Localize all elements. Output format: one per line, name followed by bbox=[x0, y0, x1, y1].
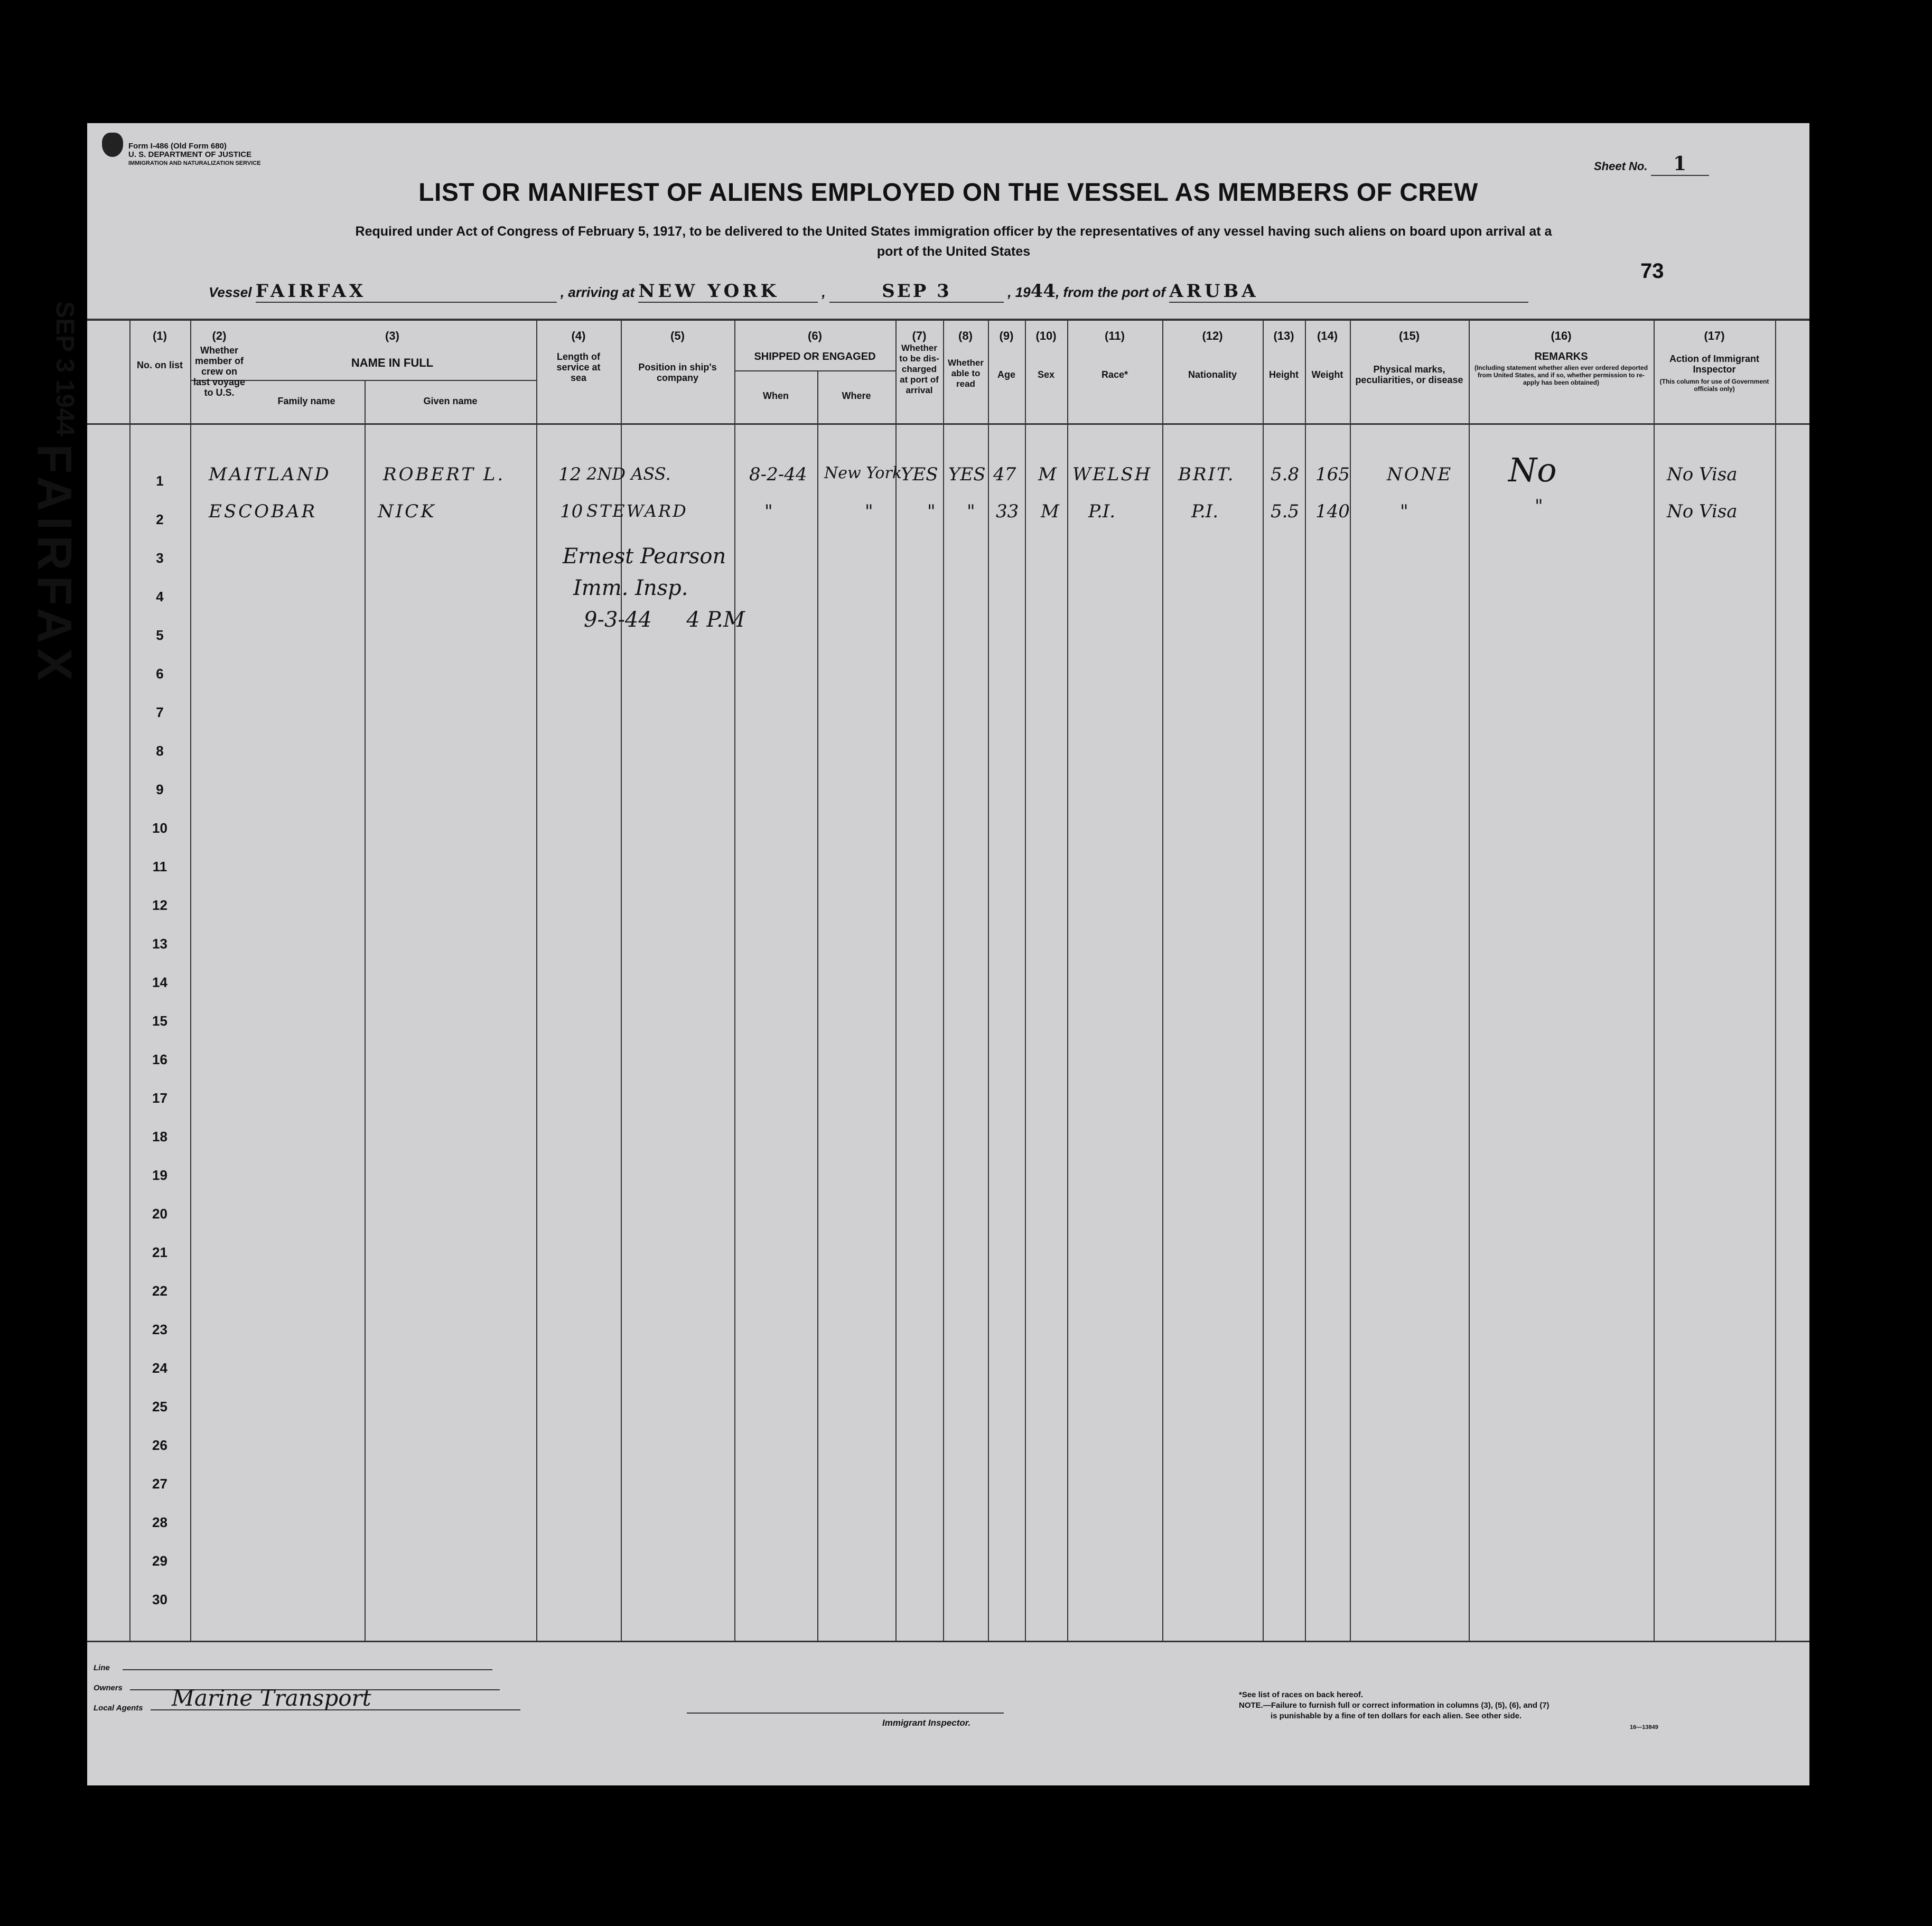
row-number: 11 bbox=[152, 859, 167, 874]
cell-discharged: YES bbox=[901, 464, 938, 485]
col-divider bbox=[536, 319, 537, 1642]
cell-family-name: MAITLAND bbox=[209, 464, 331, 485]
col-head-inspector-action: Action of Immigrant Inspector bbox=[1669, 353, 1759, 375]
row-number: 18 bbox=[152, 1129, 167, 1145]
col-divider bbox=[129, 319, 130, 1642]
punch-hole bbox=[59, 1487, 82, 1514]
department-seal-icon bbox=[102, 133, 123, 157]
cell-race: WELSH bbox=[1072, 464, 1152, 485]
immigrant-inspector-line bbox=[687, 1713, 1004, 1714]
row-number: 15 bbox=[152, 1013, 167, 1029]
col-divider bbox=[988, 319, 989, 1642]
col-head-name: NAME IN FULL bbox=[351, 356, 434, 369]
col-divider bbox=[1025, 319, 1026, 1642]
col-head-when: When bbox=[763, 390, 789, 401]
cell-sex: M bbox=[1041, 501, 1059, 522]
inspector-signature: Ernest Pearson bbox=[563, 544, 726, 569]
col-head-remarks-note: (Including statement whether alien ever ordered deported from United States, and if so, whether permission to re-apply has been obtained) bbox=[1474, 364, 1648, 386]
header-bottom-border bbox=[87, 423, 1809, 425]
col-head-where: Where bbox=[842, 390, 871, 401]
cell-nationality: BRIT. bbox=[1178, 464, 1235, 485]
row-number: 21 bbox=[152, 1244, 167, 1260]
cell-given-name: ROBERT L. bbox=[383, 464, 506, 485]
punch-hole bbox=[59, 1234, 82, 1260]
subtitle-line-1: Required under Act of Congress of February 5, 1917, to be delivered to the United States immigration officer by the representatives of any vessel having such aliens on board upon arrival at a bbox=[355, 224, 1552, 239]
col-head-family-name: Family name bbox=[277, 396, 335, 406]
row-number: 6 bbox=[156, 666, 164, 682]
cell-age: 33 bbox=[996, 501, 1019, 522]
col-num: (13) bbox=[1273, 329, 1294, 342]
sheet-number bbox=[1594, 153, 1709, 176]
service-name: IMMIGRATION AND NATURALIZATION SERVICE bbox=[128, 160, 261, 166]
inspection-date: 9-3-44 bbox=[584, 608, 652, 632]
col-head-read: Whether able to read bbox=[948, 358, 984, 389]
sheet-value: 1 bbox=[1651, 153, 1709, 176]
penalty-note-1: NOTE.—Failure to furnish full or correct information in columns (3), (5), (6), and (7) bbox=[1239, 1701, 1550, 1710]
row-number: 10 bbox=[152, 820, 167, 836]
immigrant-inspector-label: Immigrant Inspector. bbox=[882, 1718, 971, 1728]
page-subtitle bbox=[108, 221, 1799, 262]
subtitle-line-2: port of the United States bbox=[876, 244, 1031, 259]
col-num: (4) bbox=[571, 329, 586, 342]
form-number: Form I-486 (Old Form 680) bbox=[128, 142, 227, 151]
cell-sex: M bbox=[1038, 464, 1057, 485]
col-head-discharged: Whether to be dis-charged at port of arrival bbox=[899, 343, 939, 395]
col-num: (9) bbox=[999, 329, 1014, 342]
row-number: 23 bbox=[152, 1322, 167, 1337]
local-agents-label: Local Agents bbox=[94, 1704, 143, 1713]
cell-where: New York bbox=[824, 464, 902, 482]
col-divider bbox=[895, 319, 897, 1642]
col-divider bbox=[734, 319, 735, 1642]
cell-remarks: " bbox=[1535, 496, 1543, 517]
cell-position: 2ND ASS. bbox=[586, 464, 671, 484]
cell-age: 47 bbox=[993, 464, 1016, 485]
row-number: 3 bbox=[156, 550, 164, 566]
punch-hole bbox=[62, 269, 86, 296]
cell-weight: 165 bbox=[1315, 464, 1350, 485]
row-number: 17 bbox=[152, 1090, 167, 1106]
margin-date-text: SEP 3 1944 bbox=[51, 301, 79, 436]
footer-labels bbox=[94, 1658, 520, 1718]
departure-port-value: ARUBA bbox=[1169, 281, 1528, 303]
owners-label: Owners bbox=[94, 1683, 123, 1692]
penalty-note-2: is punishable by a fine of ten dollars for each alien. See other side. bbox=[1271, 1711, 1522, 1720]
col-head-given-name: Given name bbox=[423, 396, 478, 406]
cell-physical-marks: NONE bbox=[1387, 464, 1453, 485]
cell-where: " bbox=[865, 501, 873, 522]
row-number: 12 bbox=[152, 897, 167, 913]
row-number: 2 bbox=[156, 511, 164, 527]
punch-hole bbox=[59, 1564, 82, 1590]
col-num: (5) bbox=[670, 329, 685, 342]
col-head-age: Age bbox=[997, 369, 1015, 380]
col-head-number: No. on list bbox=[137, 360, 183, 370]
row-number: 28 bbox=[152, 1514, 167, 1530]
cell-service: 10 bbox=[560, 501, 583, 522]
col-divider bbox=[1350, 319, 1351, 1642]
margin-vessel-text: FAIRFAX bbox=[27, 444, 81, 686]
print-code: 16—13849 bbox=[1630, 1724, 1658, 1730]
row-number: 14 bbox=[152, 974, 167, 990]
cell-nationality: P.I. bbox=[1191, 501, 1219, 522]
row-number: 8 bbox=[156, 743, 164, 759]
col-head-position: Position in ship's company bbox=[638, 362, 717, 383]
vessel-line: Vessel FAIRFAX , arriving at NEW YORK , SEP 3 , 1944, from the port of ARUBA bbox=[209, 281, 1528, 303]
inspector-title: Imm. Insp. bbox=[573, 576, 688, 600]
cell-race: P.I. bbox=[1088, 501, 1116, 522]
col-divider bbox=[1654, 319, 1655, 1642]
cell-read: YES bbox=[948, 464, 986, 485]
row-number: 13 bbox=[152, 936, 167, 952]
col-divider bbox=[1305, 319, 1306, 1642]
from-port-label: , from the port of bbox=[1055, 284, 1165, 300]
table-bottom-border bbox=[87, 1641, 1809, 1642]
cell-family-name: ESCOBAR bbox=[209, 501, 318, 522]
col-head-sex: Sex bbox=[1037, 369, 1055, 380]
col-num: (11) bbox=[1105, 329, 1125, 342]
col-head-physical-marks: Physical marks, peculiarities, or disease bbox=[1355, 364, 1463, 385]
row-number: 25 bbox=[152, 1399, 167, 1415]
row-number: 5 bbox=[156, 627, 164, 643]
cell-discharged: " bbox=[927, 501, 936, 522]
col-num: (1) bbox=[153, 329, 167, 342]
col-divider bbox=[943, 319, 944, 1642]
row-number: 16 bbox=[152, 1052, 167, 1067]
col-head-nationality: Nationality bbox=[1188, 369, 1237, 380]
col-head-height: Height bbox=[1269, 369, 1299, 380]
col-head-shipped: SHIPPED OR ENGAGED bbox=[754, 351, 876, 362]
col-divider bbox=[1162, 319, 1163, 1642]
inspection-time: 4 P.M bbox=[686, 608, 745, 632]
col-divider bbox=[365, 380, 366, 1642]
col-divider bbox=[817, 370, 818, 1642]
punch-hole bbox=[59, 1155, 82, 1181]
cell-when: " bbox=[764, 501, 773, 522]
cell-physical-marks: " bbox=[1400, 501, 1408, 522]
col-divider bbox=[1067, 319, 1068, 1642]
col-num: (15) bbox=[1398, 329, 1420, 342]
col-num: (14) bbox=[1317, 329, 1338, 342]
cell-service: 12 bbox=[558, 464, 582, 485]
year-prefix: 19 bbox=[1015, 284, 1031, 300]
row-number: 27 bbox=[152, 1476, 167, 1492]
row-number: 22 bbox=[152, 1283, 167, 1299]
margin-vessel-stamp bbox=[26, 444, 82, 686]
cell-height: 5.8 bbox=[1271, 464, 1300, 485]
shipped-subheader-rule bbox=[734, 370, 895, 371]
manifest-sheet bbox=[87, 123, 1809, 1785]
col-divider bbox=[1469, 319, 1470, 1642]
department-name: U. S. DEPARTMENT OF JUSTICE bbox=[128, 150, 252, 159]
line-field bbox=[94, 1658, 520, 1678]
row-number: 1 bbox=[156, 473, 164, 489]
arriving-label: , arriving at bbox=[560, 284, 635, 300]
cell-remarks: No bbox=[1508, 451, 1557, 489]
arrival-date-value: SEP 3 bbox=[829, 281, 1004, 303]
col-num: (10) bbox=[1035, 329, 1057, 342]
inspector-signature-note bbox=[563, 541, 745, 636]
line-label: Line bbox=[94, 1663, 110, 1672]
row-number: 24 bbox=[152, 1360, 167, 1376]
margin-date-stamp bbox=[48, 301, 79, 449]
row-number: 9 bbox=[156, 781, 164, 797]
local-agents-value: Marine Transport bbox=[171, 1685, 371, 1711]
form-header bbox=[128, 142, 261, 168]
cell-inspector-action: No Visa bbox=[1667, 501, 1738, 522]
col-divider bbox=[1775, 319, 1776, 1642]
cell-given-name: NICK bbox=[378, 501, 436, 522]
col-num: (16) bbox=[1551, 329, 1572, 342]
year-value: 44 bbox=[1030, 281, 1056, 302]
vessel-label: Vessel bbox=[209, 284, 252, 300]
races-note: *See list of races on back hereof. bbox=[1239, 1690, 1364, 1699]
row-number: 7 bbox=[156, 704, 164, 720]
col-head-race: Race* bbox=[1101, 369, 1128, 380]
col-num: (2) bbox=[212, 329, 227, 342]
col-head-remarks: REMARKS bbox=[1534, 351, 1588, 362]
arriving-port-value: NEW YORK bbox=[638, 281, 818, 303]
col-num: (3) bbox=[385, 329, 399, 342]
col-num: (17) bbox=[1704, 329, 1725, 342]
col-num: (12) bbox=[1202, 329, 1223, 342]
row-number: 30 bbox=[152, 1592, 167, 1607]
row-number: 29 bbox=[152, 1553, 167, 1569]
table-top-border bbox=[87, 319, 1809, 321]
page-number-stamp: 73 bbox=[1640, 259, 1664, 283]
col-divider bbox=[190, 319, 191, 1642]
col-num: (8) bbox=[958, 329, 973, 342]
footer-notes bbox=[1239, 1690, 1550, 1722]
col-head-weight: Weight bbox=[1311, 369, 1343, 380]
cell-position: STEWARD bbox=[586, 501, 688, 521]
cell-height: 5.5 bbox=[1271, 501, 1300, 522]
row-number: 19 bbox=[152, 1167, 167, 1183]
sheet-label: Sheet No. bbox=[1594, 160, 1648, 173]
inspection-datetime bbox=[563, 604, 745, 636]
col-num: (6) bbox=[808, 329, 822, 342]
col-divider bbox=[1263, 319, 1264, 1642]
row-number: 26 bbox=[152, 1437, 167, 1453]
cell-inspector-action: No Visa bbox=[1667, 464, 1738, 485]
row-number: 20 bbox=[152, 1206, 167, 1222]
row-number: 4 bbox=[156, 589, 164, 604]
cell-read: " bbox=[967, 501, 975, 522]
col-head-service: Length of service at sea bbox=[556, 351, 601, 383]
cell-weight: 140 bbox=[1315, 501, 1350, 522]
col-head-last-voyage: Whether member of crew on last voyage to U.S. bbox=[193, 345, 246, 398]
vessel-name-value: FAIRFAX bbox=[256, 281, 557, 303]
col-num: (7) bbox=[912, 329, 927, 342]
col-head-inspector-note: (This column for use of Government officials only) bbox=[1659, 378, 1769, 393]
page-title: LIST OR MANIFEST OF ALIENS EMPLOYED ON THE VESSEL AS MEMBERS OF CREW bbox=[418, 179, 1478, 207]
cell-when: 8-2-44 bbox=[749, 464, 807, 485]
